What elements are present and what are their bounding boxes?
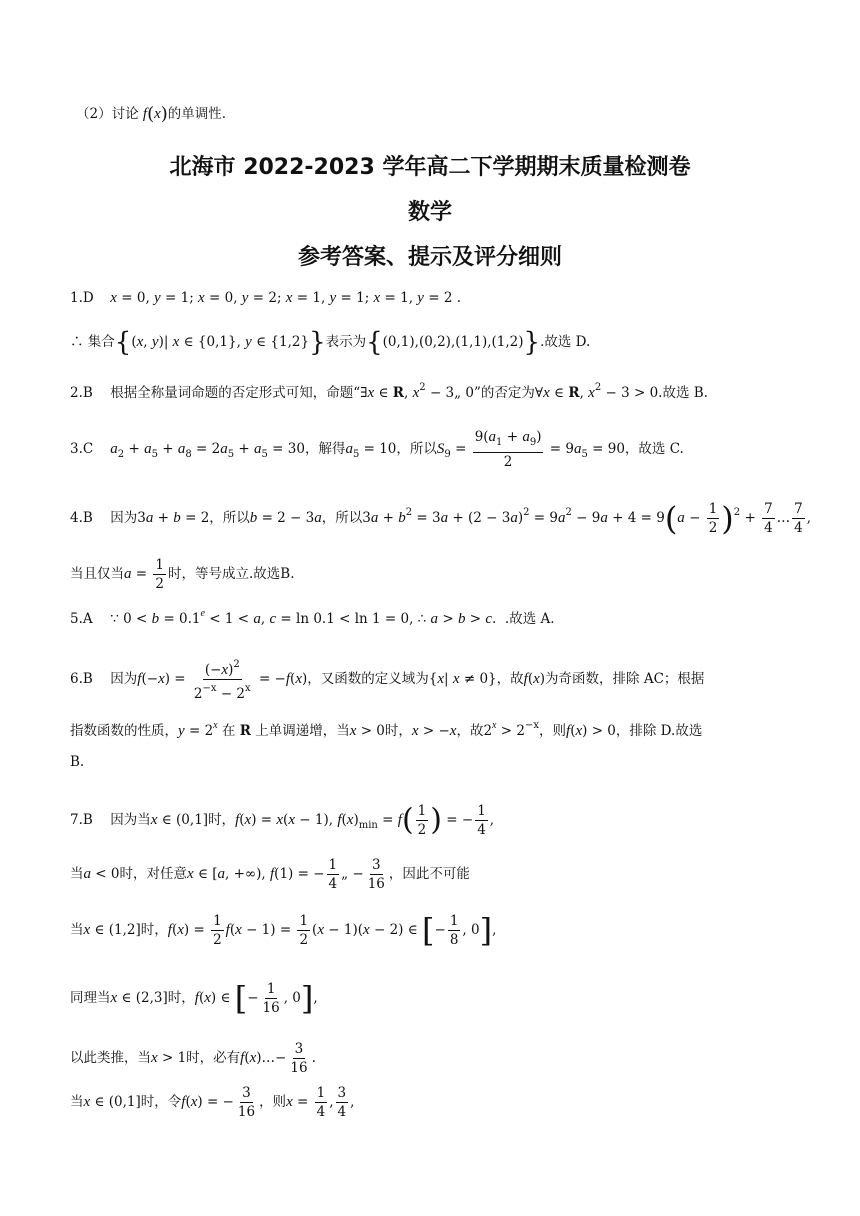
answer-6-line3: B. xyxy=(70,754,85,770)
answer-7-line5: 以此类推，当x > 1时，必有f(x)…− $\frac{3}{16}$ . xyxy=(70,1041,316,1076)
answer-1-line1: 1.D x = 0, y = 1; x = 0, y = 2; x = 1, y = 1; x = 1, y = 2 . xyxy=(70,290,462,306)
document-subject: 数学 xyxy=(407,200,452,225)
document-heading: 参考答案、提示及评分细则 xyxy=(297,245,562,270)
answer-7-line6: 当x ∈ (0,1]时，令f(x) = − $\frac{3}{16}$ ，则x = $\frac{1}{4}$ , $\frac{3}{4}$ , xyxy=(70,1085,355,1120)
answer-4-line1: 4.B 因为3a + b = 2，所以b = 2 − 3a，所以$3a + b^2 = 3a + (2 - 3a)^2 = 9a^2 - 9a + 4 = 9(a$ − $\frac{1}{2}$ )$^2$ + $\frac{7}{4}$ … $\frac{7}{4}$ , xyxy=(70,499,812,538)
answer-2-line1: 2.B 根据全称量词命题的否定形式可知，命题“∃x ∈ R, $x^2$ − 3„ 0”的否定为∀x ∈ R, $x^2 - 3 > 0$.故选 B. xyxy=(70,382,708,401)
answer-5-line1: 5.A ∵ 0 < b = 0.1$^e$ < 1 < a, c = ln 0.1 < ln 1 = 0, ∴ a > b > c. .故选 A. xyxy=(70,608,555,627)
answer-7-line2: 当a < 0时，对任意x ∈ [a, +∞), f(1) = − $\frac{1}{4}$ „ − $\frac{3}{16}$ ，因此不可能 xyxy=(70,857,470,892)
answer-4-line2: 当且仅当a = $\frac{1}{2}$ 时，等号成立.故选B. xyxy=(70,557,295,592)
prev-question-line: （2）讨论 f(x)的单调性. xyxy=(76,103,227,125)
answer-3-line1: 3.C $a_2 + a_5 + a_8 = 2a_5 + a_5 = 30$，解得$a_5 = 10$，所以$S_9$ = $\frac{9(a_1 + a_9)}{2}$ = $9a_5 = 90$，故选 C. xyxy=(70,429,684,470)
answer-6-line2: 指数函数的性质，$y = 2^x$ 在 R 上单调递增，当x > 0时，x > −x，故$2^x > 2^{-x}$，则f(x) > 0，排除 D.故选 xyxy=(70,720,703,739)
answer-6-line1: 6.B 因为f(−x) = $\frac{(-x)^2}{2^{-x} - 2^x}$ = −f(x)，又函数的定义域为{x| x ≠ 0}，故f(x)为奇函数，排除 AC；根据 xyxy=(70,656,704,703)
answer-1-line2: ∴ 集合{(x, y)| x ∈ {0,1}, y ∈ {1,2}}表示为{(0,1),(0,2),(1,1),(1,2)}.故选 D. xyxy=(70,327,591,358)
document-title: 北海市 2022-2023 学年高二下学期期末质量检测卷 xyxy=(169,155,691,180)
answer-7-line1: 7.B 因为当x ∈ (0,1]时，f(x) = x(x − 1), $f(x)_{min} = f$( $\frac{1}{2}$ ) = − $\frac{1}{4}$ , xyxy=(70,802,495,838)
answer-7-line3: 当x ∈ (1,2]时，f(x) = $\frac{1}{2}$ f(x − 1) = $\frac{1}{2}$ (x − 1)(x − 2) ∈ [− $\frac{1}{8}$ , 0], xyxy=(70,911,497,950)
answer-number: 1.D xyxy=(70,290,94,306)
answer-7-line4: 同理当x ∈ (2,3]时，f(x) ∈ [− $\frac{1}{16}$ , 0], xyxy=(70,979,318,1018)
